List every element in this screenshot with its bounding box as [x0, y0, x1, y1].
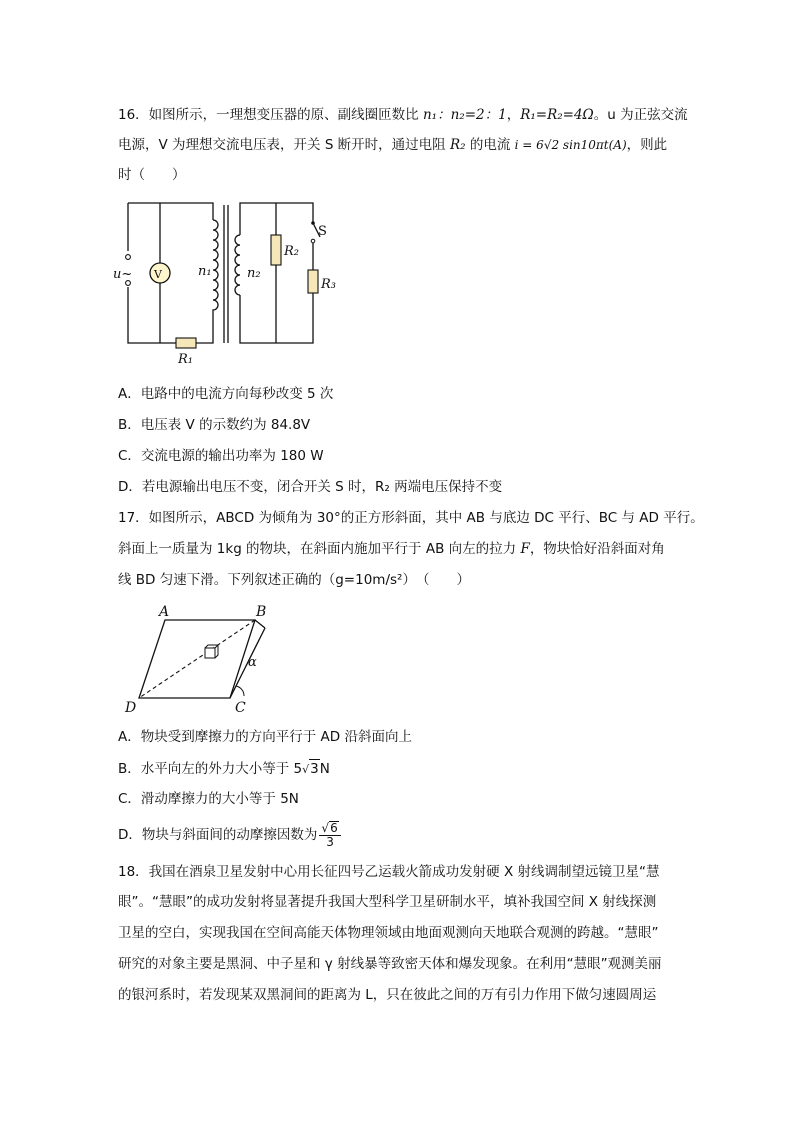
switch-pivot-icon [311, 221, 315, 225]
q16-line-2 [118, 136, 667, 154]
q17-option-d-text: D．物块与斜面间的动摩擦因数为 [118, 827, 318, 843]
resistor-r1-icon [176, 338, 196, 348]
q16-r2: R₂ [449, 137, 466, 153]
q16-option-c: C．交流电源的输出功率为 180 W [118, 448, 324, 464]
q17-option-a: A．物块受到摩擦力的方向平行于 AD 沿斜面向上 [118, 729, 412, 745]
label-alpha: α [248, 655, 257, 670]
label-a: A [159, 604, 170, 620]
q18-line-4: 研究的对象主要是黑洞、中子星和 γ 射线暴等致密天体和爆发现象。在利用“慧眼”观测美丽 [118, 956, 662, 972]
resistor-r3-icon [308, 270, 318, 293]
q16-sep: ， [506, 107, 521, 123]
q16-line-3: 时（ ） [118, 167, 186, 183]
switch-contact-icon [311, 239, 315, 243]
q17-text-end: ，物块恰好沿斜面对角 [529, 541, 665, 557]
label-r1: R₁ [178, 352, 193, 367]
q17-text: 斜面上一质量为 1kg 的物块，在斜面内施加平行于 AB 向左的拉力 [118, 541, 521, 557]
q17-option-d [118, 818, 341, 852]
q17-option-b-radicand: 3 [310, 761, 319, 777]
label-v: V [154, 268, 162, 281]
q18-line-2: 眼”。“慧眼”的成功发射将显著提升我国大型科学卫星研制水平，填补我国空间 X 射线探测 [118, 894, 657, 910]
q18-line-3: 卫星的空白，实现我国在空间高能天体物理领域由地面观测向天地联合观测的跨越。“慧眼” [118, 925, 659, 941]
label-n2: n₂ [247, 266, 261, 281]
q17-option-c: C．滑动摩擦力的大小等于 5N [118, 791, 299, 807]
q17-option-b: B．水平向左的外力大小等于 5√3N [118, 761, 330, 777]
fraction-numerator: 6 [330, 821, 338, 835]
q16-text-end: 。u 为正弦交流 [593, 107, 688, 123]
label-n1: n₁ [198, 264, 212, 279]
q16-option-a: A．电路中的电流方向每秒改变 5 次 [118, 386, 334, 402]
q16-text: 16．如图所示，一理想变压器的原、副线圈匝数比 [118, 107, 423, 123]
q16-text-end: ，则此 [626, 137, 668, 153]
label-r2: R₂ [284, 244, 299, 259]
incline-figure [115, 600, 285, 715]
q16-option-d: D．若电源输出电压不变，闭合开关 S 时，R₂ 两端电压保持不变 [118, 479, 503, 495]
q17-option-b-unit: N [319, 761, 330, 777]
q16-text: 电源，V 为理想交流电压表，开关 S 断开时，通过电阻 [118, 137, 450, 153]
label-s: S [318, 224, 327, 239]
label-c: C [235, 700, 246, 715]
q17-force-f: F [520, 541, 530, 557]
block-icon [205, 645, 218, 658]
q17-line-2 [118, 540, 665, 558]
fraction-denominator: 3 [326, 835, 334, 849]
label-d: D [125, 700, 137, 715]
q18-line-1: 18．我国在酒泉卫星发射中心用长征四号乙运载火箭成功发射硬 X 射线调制望远镜卫星“慧 [118, 864, 660, 880]
resistor-r2-icon [271, 235, 281, 265]
q16-current-formula: i = 6√2 sin10πt(A) [514, 138, 627, 152]
q18-line-5: 的银河系时，若发现某双黑洞间的距离为 L，只在彼此之间的万有引力作用下做匀速圆周运 [118, 987, 657, 1003]
q17-option-b-text: B．水平向左的外力大小等于 5 [118, 761, 303, 777]
q16-option-b: B．电压表 V 的示数约为 84.8V [118, 417, 311, 433]
label-u: u~ [113, 267, 133, 282]
label-r3: R₃ [321, 277, 336, 292]
q17-line-1: 17．如图所示，ABCD 为倾角为 30°的正方形斜面，其中 AB 与底边 DC 平行、BC 与 AD 平行。 [118, 510, 704, 526]
transformer-circuit-figure [110, 195, 350, 370]
q16-resistance: R₁=R₂=4Ω [520, 107, 594, 123]
q17-option-d-fraction: $\frac{√6}{3}$ [319, 821, 340, 849]
q16-line-1 [118, 106, 688, 124]
terminal-icon [126, 255, 131, 260]
q16-text-mid: 的电流 [465, 137, 515, 153]
q17-line-3: 线 BD 匀速下滑。下列叙述正确的（g=10m/s²） （ ） [118, 572, 470, 588]
label-b: B [256, 604, 267, 620]
q16-turns-ratio: n₁：n₂=2：1 [422, 107, 507, 123]
